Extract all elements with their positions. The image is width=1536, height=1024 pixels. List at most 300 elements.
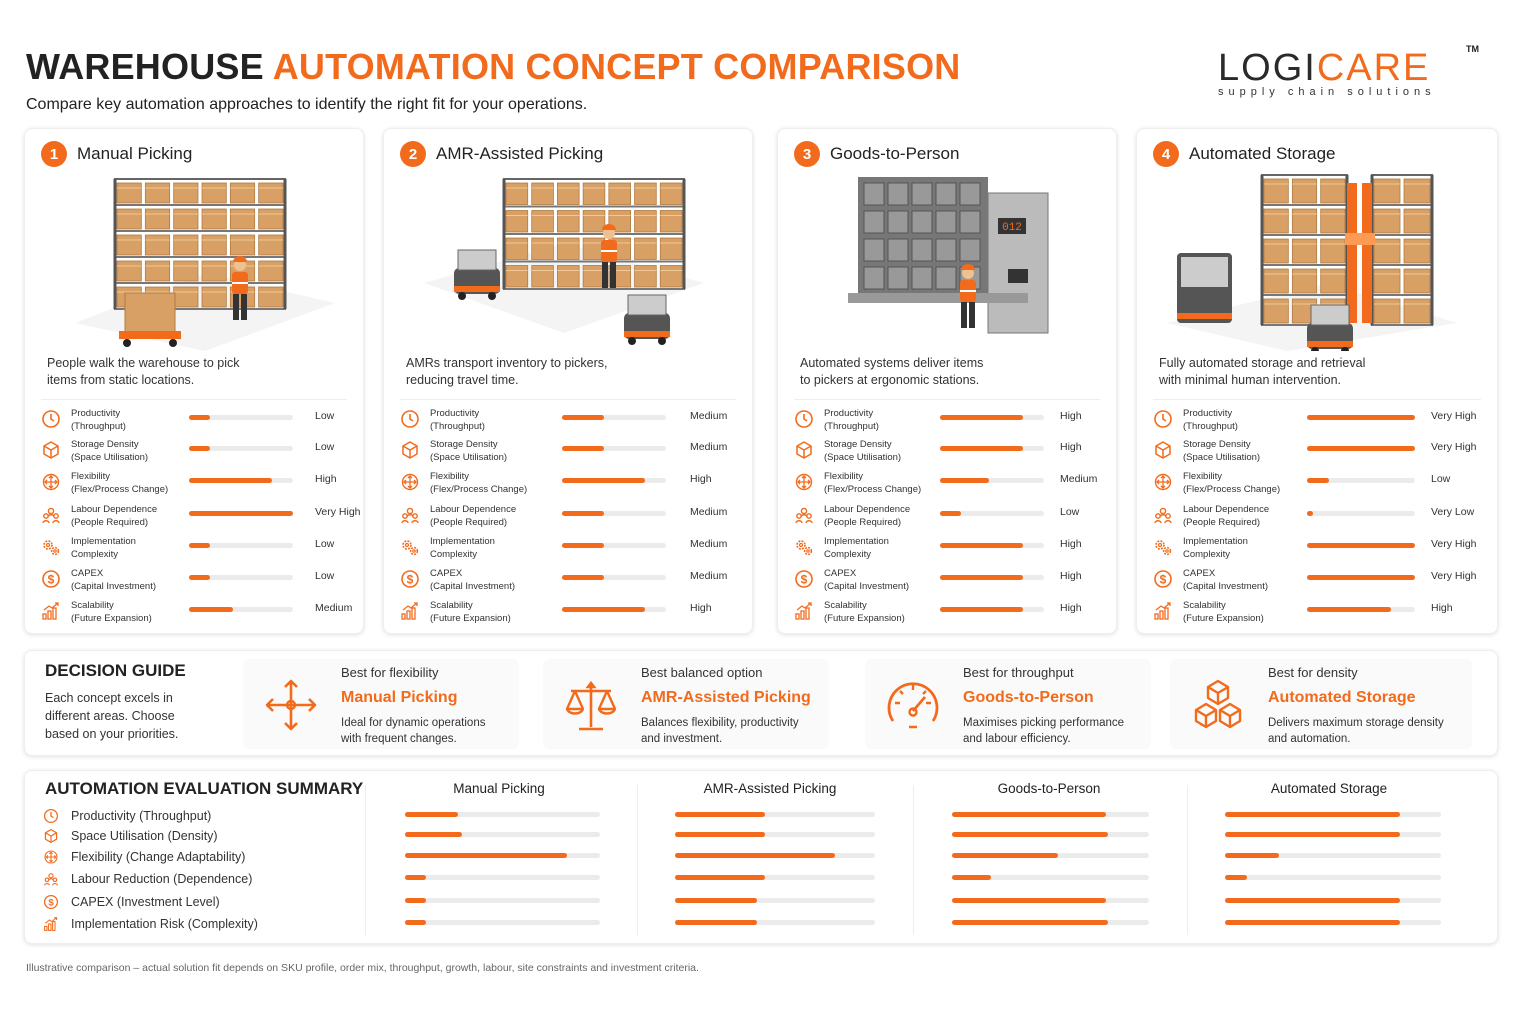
summary-bar-fill (1225, 832, 1400, 837)
summary-bar (675, 832, 875, 837)
metric-value: High (1060, 602, 1082, 614)
metric-label: Flexibility (Flex/Process Change) (1183, 471, 1281, 495)
summary-row-label: Productivity (Throughput) (71, 809, 212, 823)
summary-bar (952, 853, 1149, 858)
metric-bar (562, 511, 666, 516)
metric-row (400, 599, 750, 627)
summary-bar-fill (1225, 875, 1247, 880)
metric-value: Medium (315, 602, 353, 614)
concept-card-4 (1136, 128, 1498, 634)
summary-bar (1225, 920, 1441, 925)
dollar-icon (41, 569, 61, 589)
metric-value: Low (315, 441, 335, 453)
guide-item-description: Ideal for dynamic operations with frequent changes. (341, 717, 486, 745)
arrows-icon (400, 472, 420, 492)
card-description: People walk the warehouse to pick items from static locations. (47, 356, 240, 387)
metric-row (400, 407, 750, 435)
summary-bar (1225, 898, 1441, 903)
guide-item-description: Balances flexibility, productivity and investment. (641, 717, 799, 745)
metric-label: Storage Density (Space Utilisation) (430, 439, 508, 463)
metric-row (794, 567, 1114, 595)
concept-card-1 (24, 128, 364, 634)
growth-icon (41, 601, 61, 621)
metric-bar (562, 478, 666, 483)
gears-icon (41, 537, 61, 557)
metric-label: Scalability (Future Expansion) (71, 600, 152, 624)
clock-icon (400, 409, 420, 429)
metric-bar-fill (940, 607, 1023, 612)
metric-bar (189, 575, 293, 580)
gears-icon (794, 537, 814, 557)
metric-value: High (1060, 570, 1082, 582)
metric-label: Labour Dependence (People Required) (430, 504, 517, 528)
summary-bar (675, 920, 875, 925)
summary-bar (405, 898, 600, 903)
metric-value: Very High (1431, 441, 1477, 453)
summary-bar-fill (952, 875, 991, 880)
metric-bar (1307, 575, 1415, 580)
metric-value: Very High (1431, 570, 1477, 582)
metric-bar-fill (1307, 446, 1415, 451)
metric-value: Very High (315, 506, 361, 518)
decision-guide-text: Each concept excels in different areas. Choose based on your priorities. (45, 691, 179, 741)
metric-row (1153, 599, 1495, 627)
people-icon (41, 505, 61, 525)
metric-value: Medium (690, 441, 728, 453)
dollar-icon (43, 894, 59, 910)
metric-bar (562, 415, 666, 420)
summary-bar (952, 832, 1149, 837)
clock-icon (43, 808, 59, 824)
metric-value: High (690, 473, 712, 485)
summary-bar (952, 920, 1149, 925)
concept-card-2 (383, 128, 753, 634)
dollar-icon (1153, 569, 1173, 589)
arrows-icon (43, 849, 59, 865)
summary-row-label: Space Utilisation (Density) (71, 829, 218, 843)
header (26, 46, 1126, 114)
svg-text:$: $ (800, 572, 808, 587)
summary-bar (1225, 812, 1441, 817)
cube-icon (1153, 440, 1173, 460)
summary-bar (675, 898, 875, 903)
metric-value: Medium (1060, 473, 1098, 485)
metric-bar (940, 415, 1044, 420)
svg-text:$: $ (47, 572, 55, 587)
summary-bar (952, 812, 1149, 817)
summary-bar (405, 853, 600, 858)
summary-bar (1225, 853, 1441, 858)
guide-item-description: Delivers maximum storage density and automation. (1268, 717, 1444, 745)
card-description: AMRs transport inventory to pickers, reducing travel time. (406, 356, 608, 387)
metric-label: Productivity (Throughput) (430, 408, 485, 432)
metric-bar-fill (1307, 478, 1329, 483)
summary-bar-fill (952, 920, 1108, 925)
metric-bar (189, 446, 293, 451)
metric-label: Labour Dependence (People Required) (824, 504, 911, 528)
metric-row (1153, 407, 1495, 435)
summary-bar-fill (405, 898, 426, 903)
summary-title: AUTOMATION EVALUATION SUMMARY (45, 779, 364, 798)
metric-label: Implementation Complexity (71, 536, 136, 560)
metric-bar-fill (189, 415, 210, 420)
people-icon (1153, 505, 1173, 525)
metric-row (794, 535, 1114, 563)
card-header (41, 141, 192, 167)
metric-value: Low (1060, 506, 1080, 518)
metric-bar-fill (189, 511, 293, 516)
metric-row (41, 438, 361, 466)
metric-row (41, 503, 361, 531)
summary-bar (405, 832, 600, 837)
metric-bar-fill (1307, 543, 1415, 548)
arrows-icon (794, 472, 814, 492)
summary-column-title: AMR-Assisted Picking (703, 781, 837, 796)
metric-row (400, 503, 750, 531)
summary-bar (952, 898, 1149, 903)
metric-bar-fill (940, 511, 961, 516)
summary-row-label: CAPEX (Investment Level) (71, 895, 220, 909)
metric-bar (1307, 511, 1415, 516)
decision-guide-item (1170, 659, 1472, 749)
growth-icon (1153, 601, 1173, 621)
metric-bar-fill (562, 415, 604, 420)
summary-bar-fill (675, 920, 757, 925)
summary-bar (1225, 832, 1441, 837)
metric-bar-fill (189, 543, 210, 548)
logo-word-part-1: LOGI (1218, 47, 1317, 89)
stacked-cubes-icon (1188, 675, 1248, 735)
summary-bar (952, 875, 1149, 880)
summary-bar-fill (405, 875, 426, 880)
move-arrows-icon (261, 675, 321, 735)
metric-row (400, 535, 750, 563)
metric-row (41, 407, 361, 435)
goods-to-person-illustration (808, 173, 1098, 351)
metric-label: Scalability (Future Expansion) (824, 600, 905, 624)
card-number: 4 (1153, 141, 1179, 167)
metric-value: High (1431, 602, 1453, 614)
metric-value: Low (315, 538, 335, 550)
metric-bar (1307, 543, 1415, 548)
decision-guide-item (865, 659, 1151, 749)
summary-bar-fill (405, 812, 458, 817)
metric-bar-fill (940, 478, 989, 483)
metric-bar-fill (1307, 511, 1313, 516)
clock-icon (41, 409, 61, 429)
metric-value: Very High (1431, 410, 1477, 422)
metric-label: Productivity (Throughput) (71, 408, 126, 432)
summary-row-label: Flexibility (Change Adaptability) (71, 850, 246, 864)
speedometer-icon (883, 675, 943, 735)
card-number: 2 (400, 141, 426, 167)
metric-row (41, 470, 361, 498)
metric-value: High (1060, 410, 1082, 422)
summary-bar-fill (952, 853, 1058, 858)
summary-bar-fill (675, 898, 757, 903)
metric-bar (940, 511, 1044, 516)
guide-item-caption: Best for density (1268, 665, 1358, 680)
summary-bar-fill (952, 832, 1108, 837)
metric-bar (940, 575, 1044, 580)
svg-text:012: 012 (1002, 222, 1022, 234)
summary-column-title: Goods-to-Person (997, 781, 1101, 796)
metric-bar-fill (562, 607, 645, 612)
metric-label: Storage Density (Space Utilisation) (824, 439, 902, 463)
metric-bar (562, 446, 666, 451)
card-description: Fully automated storage and retrieval with minimal human intervention. (1159, 356, 1366, 387)
scales-icon (561, 675, 621, 735)
divider (400, 399, 736, 400)
guide-item-concept: Automated Storage (1268, 689, 1416, 706)
guide-item-concept: Goods-to-Person (963, 689, 1094, 706)
summary-bar (1225, 875, 1441, 880)
metric-row (794, 470, 1114, 498)
metric-row (1153, 503, 1495, 531)
summary-bar-fill (952, 812, 1106, 817)
divider (794, 399, 1100, 400)
metric-row (41, 567, 361, 595)
automated-storage-illustration (1167, 173, 1457, 351)
guide-item-caption: Best for throughput (963, 665, 1074, 680)
metric-bar (189, 607, 293, 612)
svg-text:$: $ (48, 897, 54, 909)
summary-bar (405, 920, 600, 925)
metric-bar-fill (562, 478, 645, 483)
cube-icon (794, 440, 814, 460)
metric-bar-fill (189, 575, 210, 580)
metric-bar (940, 446, 1044, 451)
metric-value: Medium (690, 570, 728, 582)
metric-value: Low (1431, 473, 1451, 485)
metric-bar (940, 607, 1044, 612)
metric-bar-fill (940, 446, 1023, 451)
cube-icon (400, 440, 420, 460)
summary-bar-fill (675, 853, 835, 858)
footnote: Illustrative comparison – actual solution fit depends on SKU profile, order mix, throughput, growth, labour, site constraints and investment criteria. (26, 962, 699, 974)
metric-bar-fill (189, 446, 210, 451)
summary-bar-fill (405, 920, 426, 925)
growth-icon (400, 601, 420, 621)
metric-bar-fill (1307, 575, 1415, 580)
growth-icon (794, 601, 814, 621)
summary-bar-fill (952, 898, 1106, 903)
metric-value: Very Low (1431, 506, 1475, 518)
summary-bar-fill (1225, 812, 1400, 817)
svg-text:$: $ (1159, 572, 1167, 587)
column-divider (637, 785, 638, 935)
metric-label: Labour Dependence (People Required) (1183, 504, 1270, 528)
summary-bar-fill (675, 832, 765, 837)
metric-row (794, 503, 1114, 531)
metric-bar-fill (1307, 415, 1415, 420)
decision-guide (24, 650, 1498, 756)
metric-bar-fill (562, 511, 604, 516)
people-icon (400, 505, 420, 525)
summary-bar-fill (1225, 853, 1279, 858)
summary-column-title: Automated Storage (1270, 781, 1388, 796)
guide-item-description: Maximises picking performance and labour efficiency. (963, 717, 1125, 745)
metric-bar (940, 478, 1044, 483)
metric-bar (562, 607, 666, 612)
metric-bar (189, 543, 293, 548)
metric-label: Productivity (Throughput) (824, 408, 879, 432)
metric-bar (1307, 415, 1415, 420)
summary-bar (675, 875, 875, 880)
metric-value: Medium (690, 410, 728, 422)
decision-guide-item (543, 659, 829, 749)
metric-row (41, 535, 361, 563)
summary-bar (405, 812, 600, 817)
column-divider (1187, 785, 1188, 935)
guide-item-caption: Best for flexibility (341, 665, 439, 680)
metric-value: Medium (690, 538, 728, 550)
metric-bar-fill (189, 478, 272, 483)
metric-label: Flexibility (Flex/Process Change) (824, 471, 922, 495)
card-header (1153, 141, 1335, 167)
metric-row (1153, 535, 1495, 563)
cube-icon (43, 828, 59, 844)
column-divider (913, 785, 914, 935)
page-subtitle: Compare key automation approaches to identify the right fit for your operations. (26, 96, 588, 113)
clock-icon (1153, 409, 1173, 429)
summary-bar-fill (405, 853, 567, 858)
growth-icon (43, 916, 59, 932)
gears-icon (1153, 537, 1173, 557)
summary-row-label: Implementation Risk (Complexity) (71, 917, 258, 931)
metric-bar-fill (562, 543, 604, 548)
card-header (400, 141, 603, 167)
metric-label: Implementation Complexity (430, 536, 495, 560)
dollar-icon (400, 569, 420, 589)
metric-value: High (1060, 538, 1082, 550)
summary-bar (675, 853, 875, 858)
metric-value: Very High (1431, 538, 1477, 550)
arrows-icon (1153, 472, 1173, 492)
logo-tagline: supply chain solutions (1218, 86, 1436, 98)
summary-column-title: Manual Picking (453, 781, 545, 796)
column-divider (365, 785, 366, 935)
metric-label: Flexibility (Flex/Process Change) (430, 471, 528, 495)
guide-item-caption: Best balanced option (641, 665, 763, 680)
metric-bar (189, 478, 293, 483)
people-icon (794, 505, 814, 525)
metric-label: CAPEX (Capital Investment) (430, 568, 516, 592)
summary-bar-fill (675, 875, 765, 880)
logo-trademark: TM (1466, 44, 1479, 54)
metric-row (400, 567, 750, 595)
divider (41, 399, 347, 400)
metric-bar-fill (940, 543, 1023, 548)
guide-item-concept: Manual Picking (341, 689, 458, 706)
logo-word-part-2: CARE (1316, 47, 1431, 89)
metric-bar (940, 543, 1044, 548)
metric-bar-fill (562, 446, 604, 451)
summary-bar-fill (1225, 920, 1400, 925)
title-part-1: WAREHOUSE (26, 46, 264, 87)
summary-bar-fill (675, 812, 765, 817)
amr-picking-illustration (414, 173, 704, 351)
summary-row-label: Labour Reduction (Dependence) (71, 872, 253, 886)
dollar-icon (794, 569, 814, 589)
metric-bar-fill (562, 575, 604, 580)
divider (1153, 399, 1481, 400)
metric-label: CAPEX (Capital Investment) (824, 568, 910, 592)
metric-label: Productivity (Throughput) (1183, 408, 1238, 432)
metric-bar (562, 543, 666, 548)
metric-bar-fill (940, 575, 1023, 580)
metric-bar (189, 415, 293, 420)
metric-label: Storage Density (Space Utilisation) (1183, 439, 1261, 463)
metric-row (794, 599, 1114, 627)
metric-bar (1307, 446, 1415, 451)
metric-value: Medium (690, 506, 728, 518)
card-number: 3 (794, 141, 820, 167)
metric-row (1153, 470, 1495, 498)
metric-row (794, 407, 1114, 435)
metric-label: CAPEX (Capital Investment) (71, 568, 157, 592)
metric-label: Labour Dependence (People Required) (71, 504, 158, 528)
metric-value: High (1060, 441, 1082, 453)
card-title: Goods-to-Person (830, 144, 960, 163)
metric-value: Low (315, 570, 335, 582)
card-title: Automated Storage (1189, 144, 1336, 163)
card-header (794, 141, 959, 167)
card-title: AMR-Assisted Picking (436, 144, 604, 163)
metric-label: Scalability (Future Expansion) (430, 600, 511, 624)
clock-icon (794, 409, 814, 429)
arrows-icon (41, 472, 61, 492)
metric-value: High (315, 473, 337, 485)
logicare-logo (1218, 46, 1478, 98)
people-icon (43, 871, 59, 887)
svg-text:$: $ (406, 572, 414, 587)
title-part-2: AUTOMATION CONCEPT COMPARISON (272, 46, 961, 87)
metric-bar-fill (189, 607, 233, 612)
summary-bar-fill (1225, 898, 1400, 903)
metric-row (400, 470, 750, 498)
metric-value: High (690, 602, 712, 614)
metric-row (400, 438, 750, 466)
summary-bar (675, 812, 875, 817)
cube-icon (41, 440, 61, 460)
metric-bar-fill (1307, 607, 1391, 612)
summary-bar (405, 875, 600, 880)
metric-bar (189, 511, 293, 516)
metric-row (1153, 438, 1495, 466)
metric-bar-fill (940, 415, 1023, 420)
decision-guide-title: DECISION GUIDE (45, 661, 186, 680)
metric-label: CAPEX (Capital Investment) (1183, 568, 1269, 592)
manual-picking-illustration (55, 173, 345, 351)
metric-bar (1307, 607, 1415, 612)
metric-label: Flexibility (Flex/Process Change) (71, 471, 169, 495)
concept-card-3 (777, 128, 1117, 634)
metric-bar (562, 575, 666, 580)
card-title: Manual Picking (77, 144, 193, 163)
page-title (26, 46, 1126, 88)
decision-guide-item (243, 659, 519, 749)
metric-value: Low (315, 410, 335, 422)
guide-item-concept: AMR-Assisted Picking (641, 689, 811, 706)
metric-row (1153, 567, 1495, 595)
summary-bar-fill (405, 832, 462, 837)
metric-row (794, 438, 1114, 466)
metric-label: Storage Density (Space Utilisation) (71, 439, 149, 463)
metric-label: Scalability (Future Expansion) (1183, 600, 1264, 624)
evaluation-summary (24, 770, 1498, 944)
metric-bar (1307, 478, 1415, 483)
